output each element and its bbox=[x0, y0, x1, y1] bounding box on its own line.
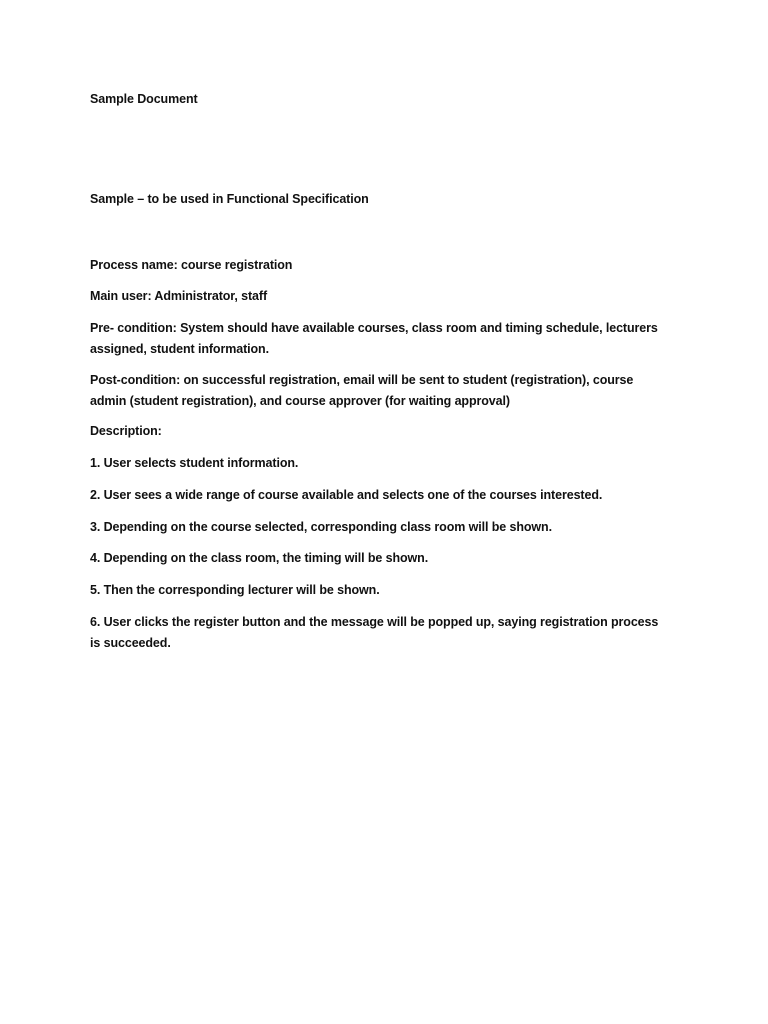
document-subtitle: Sample – to be used in Functional Specification bbox=[90, 192, 369, 206]
step-3: 3. Depending on the course selected, corresponding class room will be shown. bbox=[90, 520, 552, 534]
pre-condition: Pre- condition: System should have available courses, class room and timing schedule, lecturers assigned, student information. bbox=[90, 321, 658, 356]
post-condition: Post-condition: on successful registration, email will be sent to student (registration), course admin (student registration), and course approver (for waiting approval) bbox=[90, 373, 634, 408]
step-6: 6. User clicks the register button and the message will be popped up, saying registration process is succeeded. bbox=[90, 615, 659, 650]
document-title: Sample Document bbox=[90, 92, 198, 106]
step-1: 1. User selects student information. bbox=[90, 456, 299, 470]
main-user: Main user: Administrator, staff bbox=[90, 289, 268, 303]
step-2: 2. User sees a wide range of course available and selects one of the courses interested. bbox=[90, 488, 603, 502]
step-5: 5. Then the corresponding lecturer will be shown. bbox=[90, 583, 380, 597]
step-4: 4. Depending on the class room, the timing will be shown. bbox=[90, 551, 429, 565]
description-label: Description: bbox=[90, 424, 162, 438]
process-name: Process name: course registration bbox=[90, 258, 293, 272]
